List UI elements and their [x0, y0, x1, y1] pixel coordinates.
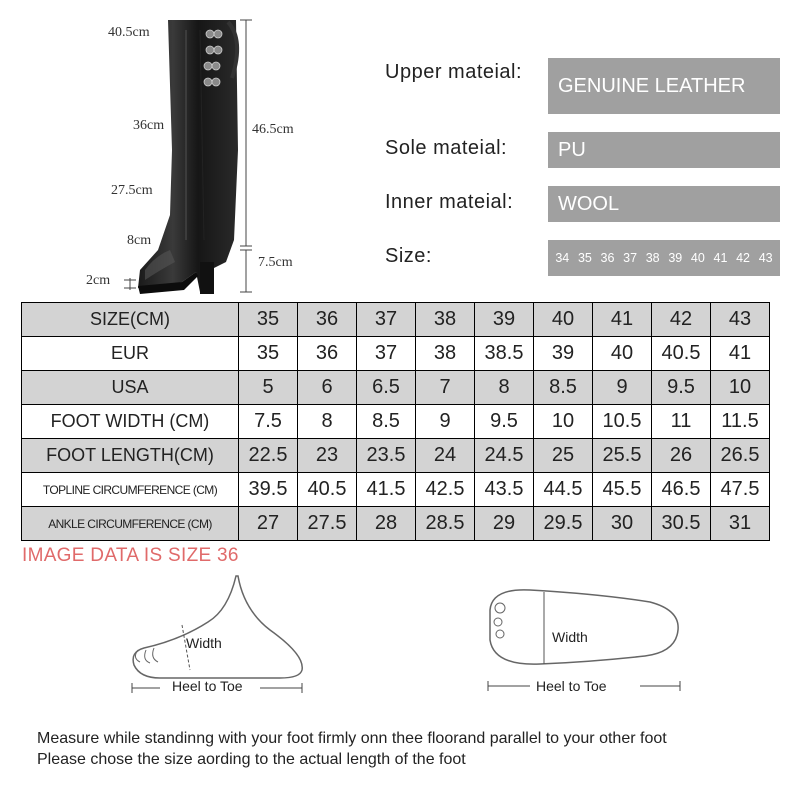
heel-height-label: 7.5cm: [258, 255, 293, 270]
table-row: [22, 303, 770, 337]
table-cell: 38: [416, 303, 475, 337]
table-cell: 41: [593, 303, 652, 337]
side-foot-diagram: [120, 570, 320, 700]
size-option: 41: [713, 251, 728, 265]
table-cell: 6: [298, 371, 357, 405]
table-cell: 8: [298, 405, 357, 439]
row-header: FOOT LENGTH(CM): [22, 439, 239, 473]
size-option: 35: [577, 251, 592, 265]
size-option: 40: [690, 251, 705, 265]
table-cell: 30: [593, 507, 652, 541]
size-option: 43: [758, 251, 773, 265]
table-cell: 28.5: [416, 507, 475, 541]
table-cell: 38.5: [475, 337, 534, 371]
table-cell: 11: [652, 405, 711, 439]
table-cell: 5: [239, 371, 298, 405]
upper-material-label: Upper mateial:: [385, 61, 523, 83]
table-cell: 7: [416, 371, 475, 405]
row-header: ANKLE CIRCUMFERENCE (CM): [22, 507, 239, 541]
table-row: [22, 337, 770, 371]
table-cell: 42: [652, 303, 711, 337]
row-header: SIZE(CM): [22, 303, 239, 337]
table-cell: 10: [534, 405, 593, 439]
table-cell: 36: [298, 303, 357, 337]
table-cell: 35: [239, 337, 298, 371]
table-cell: 8.5: [357, 405, 416, 439]
size-range: [548, 240, 780, 276]
table-cell: 35: [239, 303, 298, 337]
table-row: [22, 405, 770, 439]
instruction-line: Please chose the size aording to the actual length of the foot: [37, 751, 466, 768]
size-label: Size:: [385, 245, 432, 267]
table-cell: 9.5: [652, 371, 711, 405]
table-cell: 45.5: [593, 473, 652, 507]
table-cell: 38: [416, 337, 475, 371]
inner-material-value: WOOL: [548, 186, 780, 222]
shaft-height-label: 46.5cm: [252, 122, 294, 137]
table-cell: 39: [475, 303, 534, 337]
size-chart-table: [21, 302, 770, 541]
table-cell: 23.5: [357, 439, 416, 473]
table-cell: 43.5: [475, 473, 534, 507]
sole-material-value: PU: [548, 132, 780, 168]
table-cell: 46.5: [652, 473, 711, 507]
table-cell: 9.5: [475, 405, 534, 439]
table-cell: 8.5: [534, 371, 593, 405]
size-option: 36: [600, 251, 615, 265]
table-cell: 37: [357, 303, 416, 337]
table-cell: 9: [416, 405, 475, 439]
table-cell: 25.5: [593, 439, 652, 473]
table-cell: 27: [239, 507, 298, 541]
table-cell: 40: [593, 337, 652, 371]
table-cell: 43: [711, 303, 770, 337]
top-length-label: Heel to Toe: [536, 678, 607, 694]
table-cell: 36: [298, 337, 357, 371]
table-cell: 24: [416, 439, 475, 473]
top-circumference-label: 40.5cm: [108, 25, 150, 40]
table-row: [22, 439, 770, 473]
table-cell: 7.5: [239, 405, 298, 439]
table-cell: 8: [475, 371, 534, 405]
ankle-circumference-label: 27.5cm: [111, 183, 153, 198]
size-option: 37: [623, 251, 638, 265]
size-option: 42: [736, 251, 750, 265]
heel-circumference-label: 8cm: [127, 233, 152, 248]
table-row: [22, 507, 770, 541]
mid-circumference-label: 36cm: [133, 118, 165, 133]
inner-material-label: Inner mateial:: [385, 191, 514, 213]
table-cell: 10.5: [593, 405, 652, 439]
side-length-label: Heel to Toe: [172, 678, 243, 694]
table-cell: 27.5: [298, 507, 357, 541]
table-cell: 39.5: [239, 473, 298, 507]
table-cell: 44.5: [534, 473, 593, 507]
row-header: FOOT WIDTH (CM): [22, 405, 239, 439]
table-cell: 6.5: [357, 371, 416, 405]
platform-height-label: 2cm: [86, 273, 111, 288]
row-header: TOPLINE CIRCUMFERENCE (CM): [22, 473, 239, 507]
table-cell: 9: [593, 371, 652, 405]
table-cell: 26.5: [711, 439, 770, 473]
table-cell: 42.5: [416, 473, 475, 507]
table-cell: 39: [534, 337, 593, 371]
instruction-line: Measure while standinng with your foot firmly onn thee floorand parallel to your other foot: [37, 730, 667, 747]
table-cell: 28: [357, 507, 416, 541]
table-cell: 29.5: [534, 507, 593, 541]
size-option: 39: [668, 251, 683, 265]
table-cell: 40: [534, 303, 593, 337]
table-cell: 23: [298, 439, 357, 473]
table-cell: 26: [652, 439, 711, 473]
upper-material-value: GENUINE LEATHER: [548, 58, 780, 114]
image-size-note: IMAGE DATA IS SIZE 36: [22, 545, 239, 566]
table-cell: 11.5: [711, 405, 770, 439]
size-option: 38: [645, 251, 660, 265]
top-foot-diagram: [480, 580, 690, 700]
table-row: [22, 371, 770, 405]
table-cell: 37: [357, 337, 416, 371]
table-cell: 30.5: [652, 507, 711, 541]
row-header: EUR: [22, 337, 239, 371]
table-row: [22, 473, 770, 507]
table-cell: 47.5: [711, 473, 770, 507]
table-cell: 41.5: [357, 473, 416, 507]
table-cell: 22.5: [239, 439, 298, 473]
table-cell: 24.5: [475, 439, 534, 473]
side-width-label: Width: [186, 635, 222, 651]
size-option: 34: [555, 251, 570, 265]
table-cell: 40.5: [652, 337, 711, 371]
row-header: USA: [22, 371, 239, 405]
table-cell: 31: [711, 507, 770, 541]
boot-product-image: [0, 0, 340, 300]
top-width-label: Width: [552, 629, 588, 645]
table-cell: 40.5: [298, 473, 357, 507]
table-cell: 29: [475, 507, 534, 541]
table-cell: 10: [711, 371, 770, 405]
table-cell: 41: [711, 337, 770, 371]
sole-material-label: Sole mateial:: [385, 137, 508, 159]
table-cell: 25: [534, 439, 593, 473]
